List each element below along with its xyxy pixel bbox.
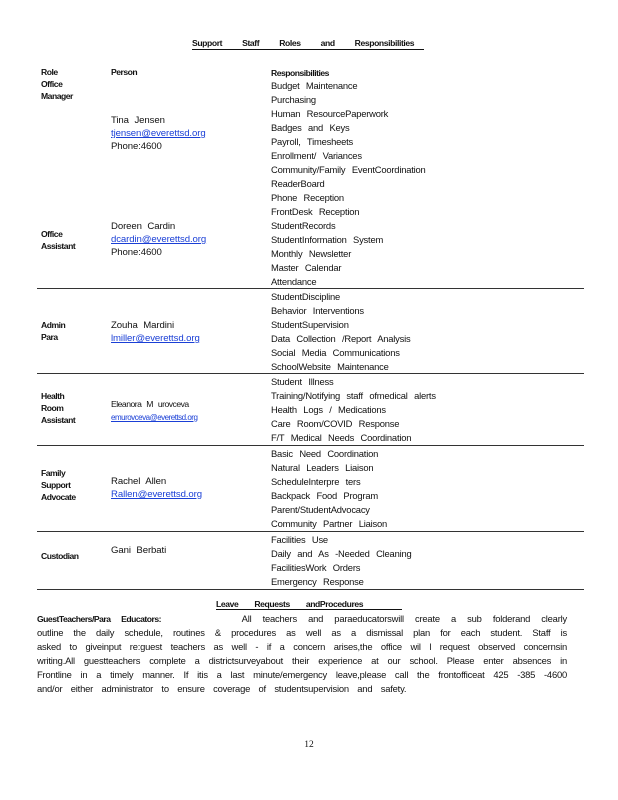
person-doreen-cardin xyxy=(111,220,236,259)
person-zouha-mardini xyxy=(111,319,230,345)
header-role: Role xyxy=(41,67,58,77)
table-row-custodian xyxy=(37,532,584,590)
leave-paragraph xyxy=(37,612,567,696)
email-link[interactable]: dcardin@everettsd.org xyxy=(111,234,207,245)
role-family-support-advocate: Family Support Advocate xyxy=(41,468,76,502)
role-admin-para: Admin Para xyxy=(41,320,66,342)
person-gani-berbati xyxy=(111,544,166,557)
table-row-office xyxy=(37,64,584,289)
responsibilities-list: StudentDiscipline Behavior Interventions StudentSupervision Data Collection /Report Analysis Social Media Communications SchoolWebsite Maintenance xyxy=(271,291,411,372)
header-responsibilities: Responsibilities xyxy=(271,68,329,78)
responsibilities-list: Basic Need Coordination Natural Leaders Liaison ScheduleInterpre ters Backpack Food Program Parent/StudentAdvocacy Community Partner Liaison xyxy=(271,448,388,529)
person-name: Rachel Allen xyxy=(111,476,167,487)
table-row-admin-para xyxy=(37,289,584,374)
responsibilities-list: Budget Maintenance Purchasing Human ResourcePaperwork Badges and Keys Payroll, Timesheets Enrollment/ Variances Community/Family EventCoordination ReaderBoard Phone Reception FrontDesk Reception StudentRecords StudentInformation System Monthly Newsletter Master Calendar Attendance xyxy=(271,80,426,287)
person-name: Eleanora M urovceva xyxy=(111,399,189,409)
roles-table xyxy=(37,64,584,590)
person-name: Tina Jensen xyxy=(111,115,165,126)
leave-label: GuestTeachers/Para Educators: xyxy=(37,614,161,624)
table-row-health-room xyxy=(37,374,584,446)
responsibilities-list: Student Illness Training/Notifying staff ofmedical alerts Health Logs / Medications Care Room/COVID Response F/T Medical Needs Coordination xyxy=(271,376,436,443)
header-person: Person xyxy=(111,67,138,77)
responsibilities-list: Facilities Use Daily and As -Needed Cleaning FacilitiesWork Orders Emergency Response xyxy=(271,534,412,587)
page-title: Support Staff Roles and Responsibilities xyxy=(192,38,424,50)
role-custodian: Custodian xyxy=(41,551,79,561)
person-eleanora xyxy=(111,398,227,424)
leave-text: All teachers and paraeducatorswill create a sub folderand clearly outline the daily schedule, routines & procedures as well as a dismissal plan for each student. Staff is asked to giveinput re:guest teachers as well - if a concern arises,the office wil l request observed concernsin writing.All guestteachers complete a districtsurveyabout their experience at our school. Please enter absences in Frontline in a timely manner. If itis a last minute/emergency leave,please call the frontofficeat 425 -385 -4600 and/or either administrator to ensure coverage of studentsupervision and safety. xyxy=(37,613,567,694)
leave-section-title: Leave Requests andProcedures xyxy=(216,599,402,610)
email-link[interactable]: lmiller@everettsd.org xyxy=(111,333,200,344)
email-link[interactable]: tjensen@everettsd.org xyxy=(111,128,206,139)
person-rachel-allen xyxy=(111,475,232,501)
phone: Phone:4600 xyxy=(111,247,162,258)
role-health-room-assistant: Health Room Assistant xyxy=(41,391,76,425)
role-office-assistant: Office Assistant xyxy=(41,229,76,251)
role-office-manager: Office Manager xyxy=(41,79,73,101)
person-tina-jensen xyxy=(111,114,236,153)
person-name: Gani Berbati xyxy=(111,545,167,556)
person-name: Doreen Cardin xyxy=(111,221,176,232)
email-link[interactable]: emurovceva@everettsd.org xyxy=(111,413,198,422)
phone: Phone:4600 xyxy=(111,141,162,152)
page-number: 12 xyxy=(304,740,314,750)
table-row-family-support xyxy=(37,446,584,532)
email-link[interactable]: Rallen@everettsd.org xyxy=(111,489,202,500)
person-name: Zouha Mardini xyxy=(111,320,175,331)
